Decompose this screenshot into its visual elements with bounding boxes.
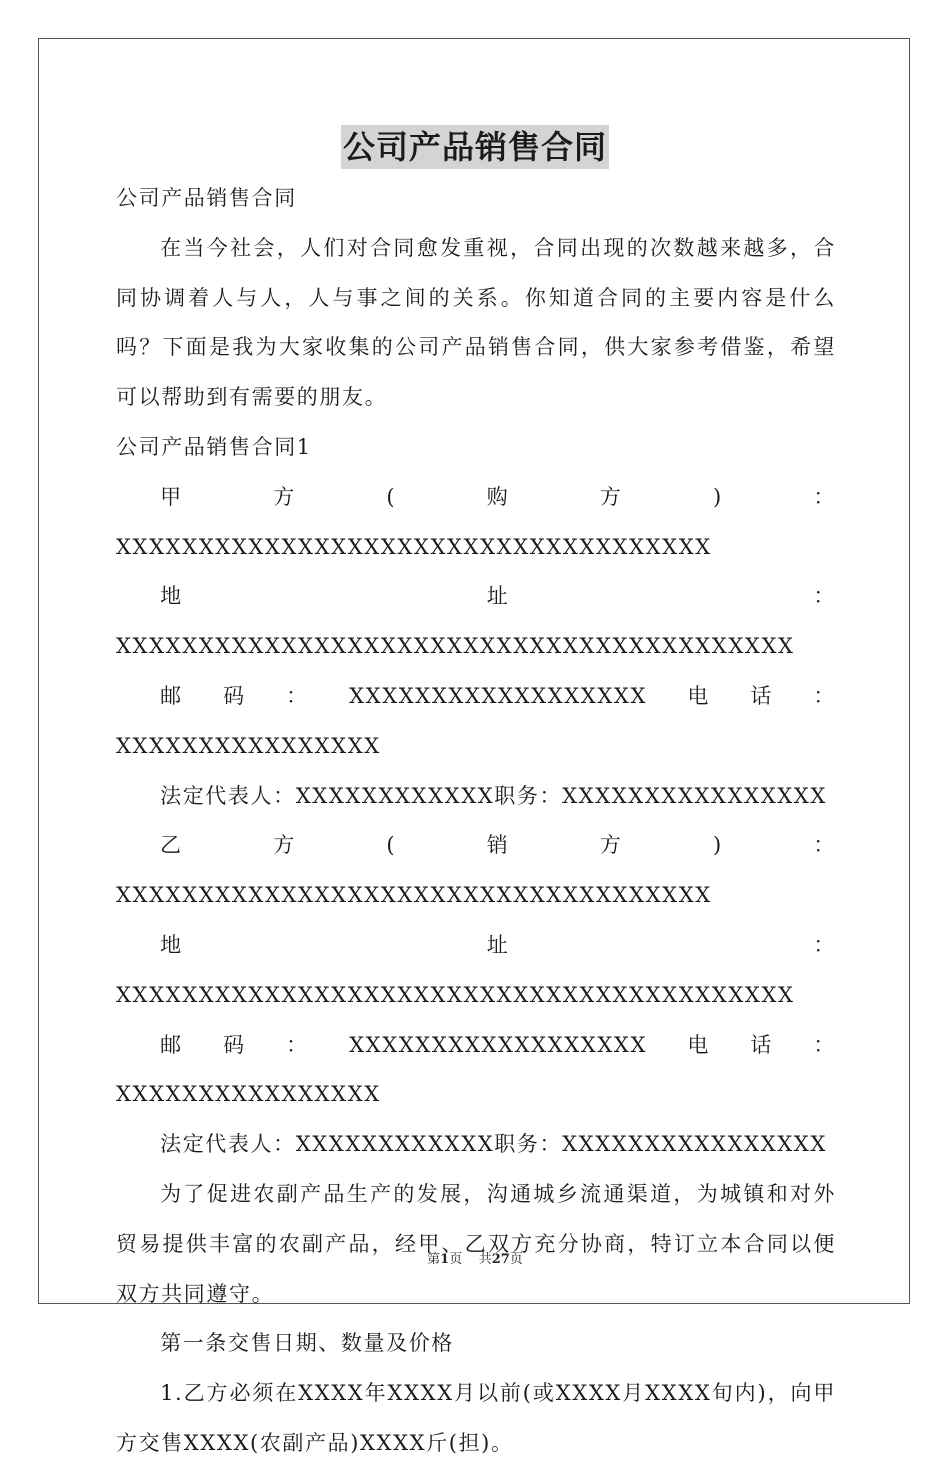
zip-phone-a-line: 邮码：XXXXXXXXXXXXXXXXXX电话：XXXXXXXXXXXXXXXX bbox=[116, 683, 836, 758]
party-b-line: 乙方(销方)：XXXXXXXXXXXXXXXXXXXXXXXXXXXXXXXXXXXX bbox=[116, 833, 836, 908]
title-container bbox=[0, 125, 950, 169]
article-1-heading: 第一条交售日期、数量及价格 bbox=[160, 1331, 454, 1356]
total-pages: 27 bbox=[491, 1252, 510, 1267]
party-a-line: 甲方(购方)：XXXXXXXXXXXXXXXXXXXXXXXXXXXXXXXXXXXX bbox=[116, 484, 836, 559]
article-1-item-1: 1.乙方必须在XXXX年XXXX月以前(或XXXX月XXXX旬内)，向甲方交售XXXX(农副产品)XXXX斤(担)。 bbox=[116, 1381, 836, 1455]
representative-b-line: 法定代表人：XXXXXXXXXXXX职务：XXXXXXXXXXXXXXXX bbox=[160, 1132, 827, 1157]
purpose-paragraph: 为了促进农副产品生产的发展，沟通城乡流通渠道，为城镇和对外贸易提供丰富的农副产品，经甲、乙双方充分协商，特订立本合同以便双方共同遵守。 bbox=[116, 1181, 836, 1306]
section-heading: 公司产品销售合同1 bbox=[116, 434, 312, 459]
representative-a-line: 法定代表人：XXXXXXXXXXXX职务：XXXXXXXXXXXXXXXX bbox=[160, 783, 827, 808]
document-body bbox=[116, 174, 836, 1469]
page-suffix: 页 bbox=[449, 1252, 463, 1267]
document-title: 公司产品销售合同 bbox=[341, 125, 609, 169]
subtitle: 公司产品销售合同 bbox=[116, 186, 297, 210]
total-suffix: 页 bbox=[509, 1252, 523, 1267]
zip-phone-b-line: 邮码：XXXXXXXXXXXXXXXXXX电话：XXXXXXXXXXXXXXXX bbox=[116, 1032, 836, 1107]
total-prefix: 共 bbox=[478, 1252, 492, 1267]
address-b-line: 地址：XXXXXXXXXXXXXXXXXXXXXXXXXXXXXXXXXXXXXXXXX bbox=[116, 932, 836, 1007]
page-number: 1 bbox=[440, 1252, 450, 1267]
intro-paragraph: 在当今社会，人们对合同愈发重视，合同出现的次数越来越多，合同协调着人与人，人与事之间的关系。你知道合同的主要内容是什么吗？下面是我为大家收集的公司产品销售合同，供大家参考借鉴，希望可以帮助到有需要的朋友。 bbox=[116, 235, 836, 410]
page-prefix: 第 bbox=[427, 1252, 441, 1267]
page-footer bbox=[0, 1248, 950, 1267]
address-a-line: 地址：XXXXXXXXXXXXXXXXXXXXXXXXXXXXXXXXXXXXXXXXX bbox=[116, 584, 836, 659]
